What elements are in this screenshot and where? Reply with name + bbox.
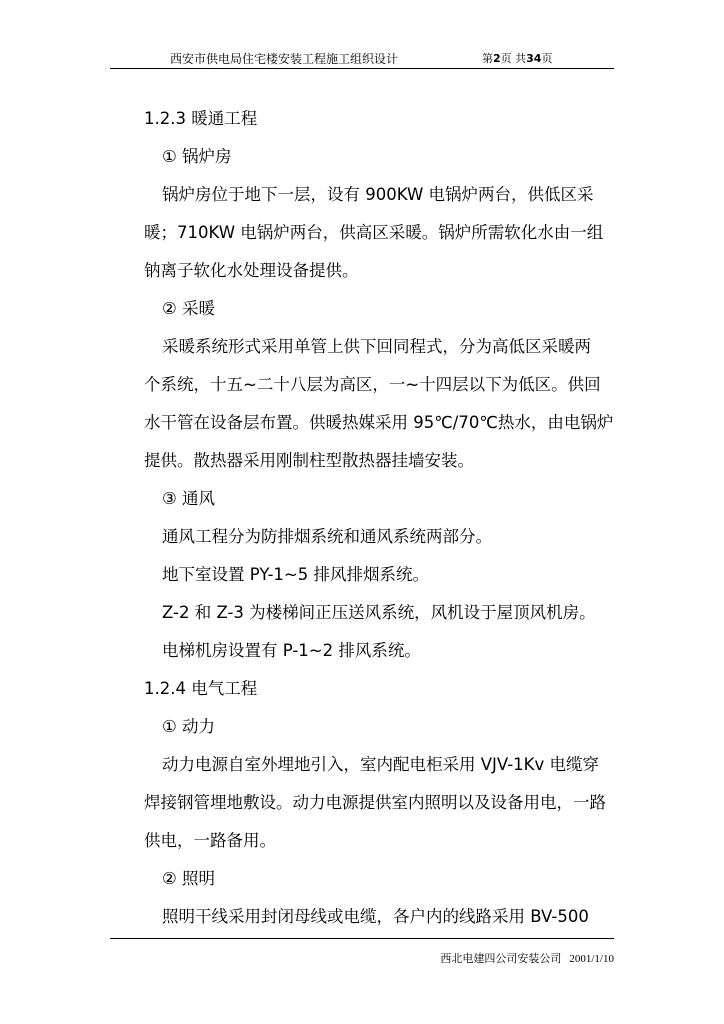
subsection-heading: ① 动力	[162, 717, 216, 736]
paragraph-line: 照明干线采用封闭母线或电缆，各户内的线路采用 BV-500	[162, 907, 589, 926]
footer-company: 西北电建四公司安装公司	[440, 952, 562, 965]
paragraph-line: 地下室设置 PY-1~5 排风排烟系统。	[162, 565, 429, 584]
subsection-heading: ① 锅炉房	[162, 147, 232, 166]
paragraph-line: 动力电源自室外埋地引入，室内配电柜采用 VJV-1Kv 电缆穿	[162, 755, 600, 774]
page-total: 34	[526, 52, 542, 65]
page-suffix: 页	[541, 52, 553, 65]
paragraph-line: 锅炉房位于地下一层，设有 900KW 电锅炉两台，供低区采	[162, 185, 594, 204]
page-middle: 页 共	[500, 52, 527, 65]
paragraph-line: 提供。散热器采用刚制柱型散热器挂墙安装。	[144, 451, 474, 470]
page-header	[110, 48, 614, 68]
page-indicator	[482, 50, 552, 66]
section-heading: 1.2.3 暖通工程	[144, 109, 258, 128]
header-rule	[110, 68, 614, 69]
paragraph-line: 钠离子软化水处理设备提供。	[144, 261, 359, 280]
paragraph-line: 通风工程分为防排烟系统和通风系统两部分。	[162, 527, 492, 546]
subsection-heading: ② 采暖	[162, 299, 216, 318]
section-heading: 1.2.4 电气工程	[144, 679, 258, 698]
paragraph-line: 水干管在设备层布置。供暖热媒采用 95℃/70℃热水，由电锅炉	[144, 413, 614, 432]
paragraph-line: 暖；710KW 电锅炉两台，供高区采暖。锅炉所需软化水由一组	[144, 223, 604, 242]
page-prefix: 第	[482, 52, 493, 65]
page-current: 2	[493, 52, 501, 65]
subsection-heading: ③ 通风	[162, 489, 216, 508]
paragraph-line: Z-2 和 Z-3 为楼梯间正压送风系统，风机设于屋顶风机房。	[162, 603, 596, 622]
paragraph-line: 供电，一路备用。	[144, 831, 276, 850]
paragraph-line: 采暖系统形式采用单管上供下回同程式，分为高低区采暖两	[162, 337, 591, 356]
footer-date: 2001/1/10	[569, 953, 614, 965]
subsection-heading: ② 照明	[162, 869, 216, 888]
document-body	[144, 100, 616, 936]
paragraph-line: 个系统，十五~二十八层为高区，一~十四层以下为低区。供回	[144, 375, 601, 394]
paragraph-line: 焊接钢管埋地敷设。动力电源提供室内照明以及设备用电，一路	[144, 793, 606, 812]
page-footer	[400, 950, 614, 966]
paragraph-line: 电梯机房设置有 P-1~2 排风系统。	[162, 641, 421, 660]
document-title: 西安市供电局住宅楼安装工程施工组织设计	[170, 52, 399, 66]
footer-rule	[110, 938, 614, 939]
